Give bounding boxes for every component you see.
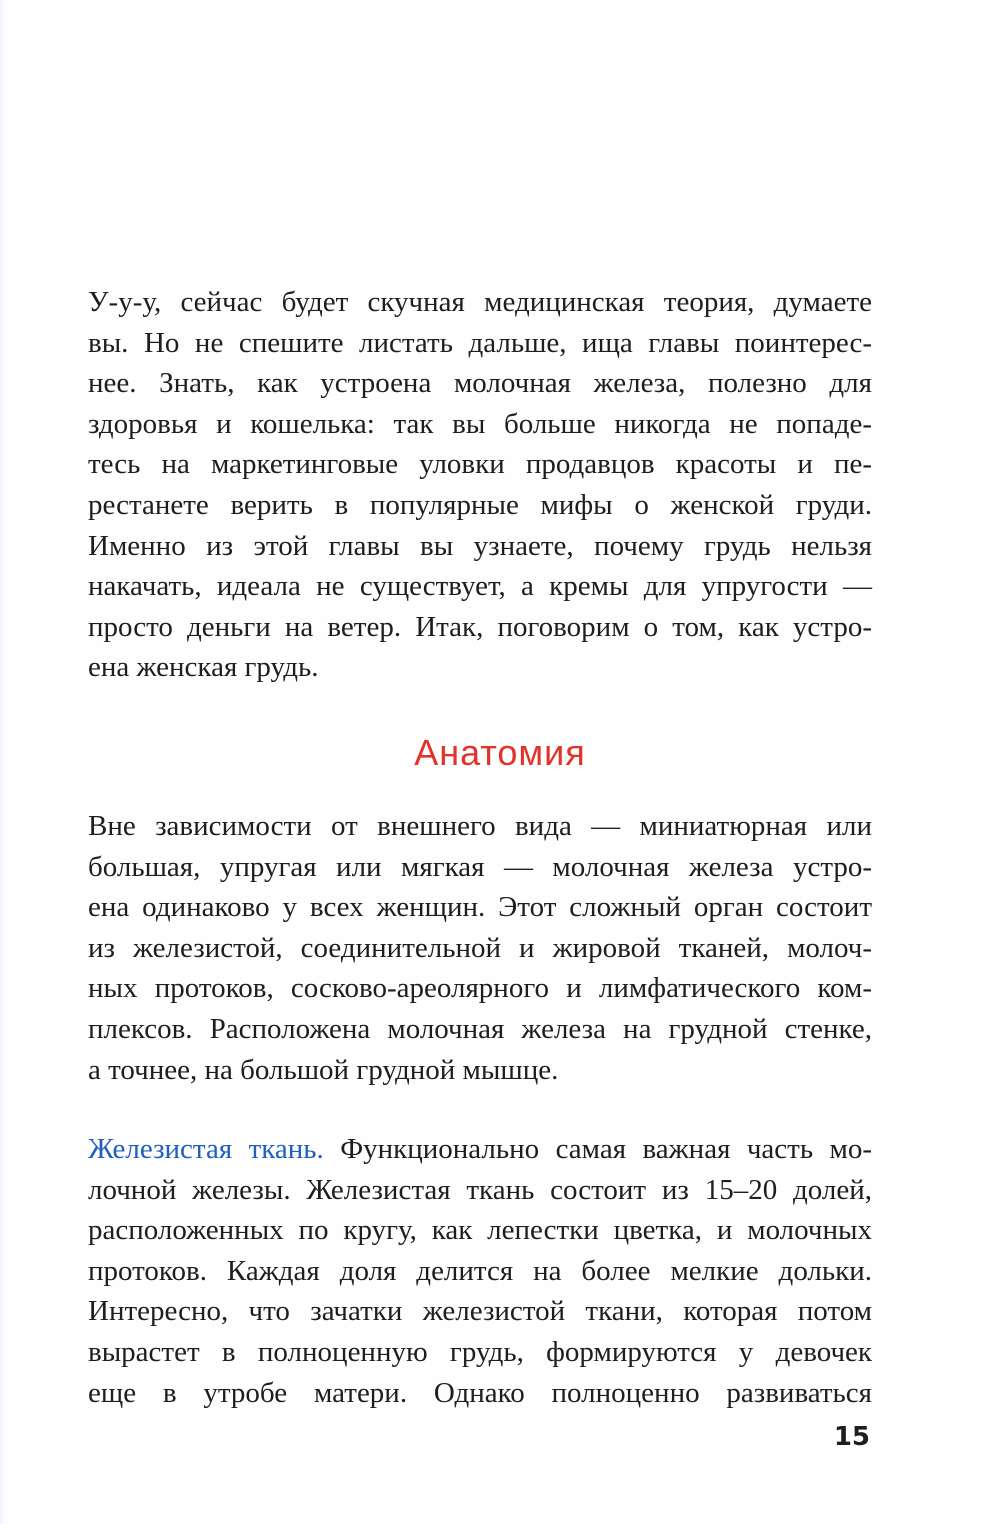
text-line: еще в утробе матери. Однако полноценно развиваться: [88, 1376, 872, 1409]
text-line: У-у-у, сейчас будет скучная медицинская теория, думаете: [88, 286, 872, 318]
intro-paragraph: [88, 282, 872, 688]
text-line: Интересно, что зачатки железистой ткани, которая потом: [88, 1295, 872, 1328]
text-line: лочной железы. Железистая ткань состоит из 15–20 долей,: [88, 1173, 872, 1206]
text-line: здоровья и кошелька: так вы больше никогда не попаде-: [88, 407, 872, 440]
text-line: расположенных по кругу, как лепестки цветка, и молочных: [88, 1214, 872, 1247]
text-line: рестанете верить в популярные мифы о женской груди.: [88, 488, 872, 521]
anatomy-paragraph: [88, 806, 872, 1090]
text-line: ена женская грудь.: [88, 651, 319, 684]
text-line: [88, 1129, 872, 1170]
text-line: ена одинаково у всех женщин. Этот сложный орган состоит: [88, 891, 872, 924]
text-line: ных протоков, сосково-ареолярного и лимфатического ком-: [88, 972, 872, 1005]
text-line: Вне зависимости от внешнего вида — миниатюрная или: [88, 810, 872, 842]
page-number: 15: [833, 1422, 870, 1452]
section-heading: Анатомия: [414, 732, 586, 773]
text-line: тесь на маркетинговые уловки продавцов красоты и пе-: [88, 448, 872, 481]
text-line: большая, упругая или мягкая — молочная железа устро-: [88, 850, 872, 883]
text-line: вы. Но не спешите листать дальше, ища главы поинтерес-: [88, 326, 872, 359]
glandular-tissue-paragraph: [88, 1129, 872, 1413]
text-line: плексов. Расположена молочная железа на грудной стенке,: [88, 1012, 872, 1045]
text-line: протоков. Каждая доля делится на более мелкие дольки.: [88, 1254, 872, 1287]
text-line: нее. Знать, как устроена молочная железа, полезно для: [88, 367, 872, 400]
text-line: а точнее, на большой грудной мышце.: [88, 1053, 559, 1086]
text-line: из железистой, соединительной и жировой тканей, молоч-: [88, 931, 872, 964]
text-line: просто деньги на ветер. Итак, поговорим о том, как устро-: [88, 610, 872, 643]
text-line: вырастет в полноценную грудь, формируются у девочек: [88, 1335, 872, 1368]
text-line: накачать, идеала не существует, а кремы для упругости —: [88, 570, 872, 603]
lead-line-text: Функционально самая важная часть мо-: [323, 1133, 872, 1165]
lead-term: Железистая ткань.: [88, 1133, 324, 1165]
text-line: Именно из этой главы вы узнаете, почему грудь нельзя: [88, 529, 872, 562]
